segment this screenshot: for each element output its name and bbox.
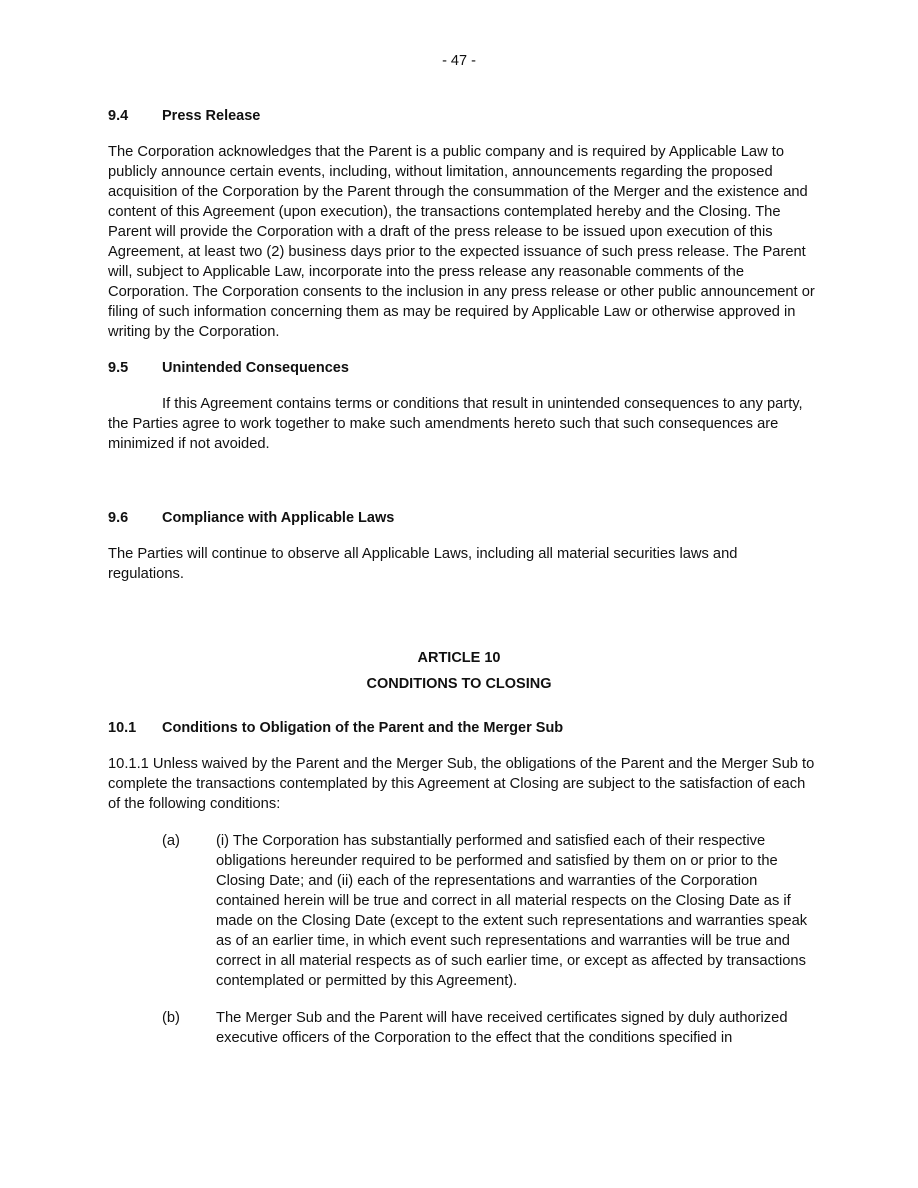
section-number: 9.4 — [108, 108, 129, 124]
article-title: CONDITIONS TO CLOSING — [366, 676, 552, 692]
section-title: Compliance with Applicable Laws — [162, 510, 395, 526]
article-number: ARTICLE 10 — [417, 650, 501, 666]
section-heading-10-1 — [108, 720, 563, 736]
list-item-b — [162, 1008, 822, 1048]
list-item-text: (i) The Corporation has substantially performed and satisfied each of their respective obligations hereunder required to be performed and satisfied by them on or prior to the Closing Date; and (ii) each of the representations and warranties of the Corporation contained herein will be true and correct in all material respects on the Closing Date as if made on the Closing Date (except to the extent such representations and warranties speak as of an earlier time, in which event such representations and warranties will be true and correct in all material respects as of such earlier time, or except as affected by transactions contemplated or permitted by this Agreement). — [216, 833, 808, 989]
section-heading-9-4 — [108, 108, 260, 124]
page-number: - 47 - — [442, 53, 476, 69]
section-title: Unintended Consequences — [162, 360, 349, 376]
section-number: 10.1 — [108, 720, 137, 736]
section-title: Press Release — [162, 108, 261, 124]
section-heading-9-6 — [108, 510, 394, 526]
list-item-label: (a) — [162, 833, 180, 849]
section-title: Conditions to Obligation of the Parent and the Merger Sub — [162, 720, 564, 736]
list-item-a — [162, 831, 822, 991]
section-number: 9.6 — [108, 510, 129, 526]
section-paragraph-9-6: The Parties will continue to observe all Applicable Laws, including all material securities laws and regulations. — [108, 546, 738, 582]
section-paragraph-10-1-1: 10.1.1 Unless waived by the Parent and the Merger Sub, the obligations of the Parent and the Merger Sub to complete the transactions contemplated by this Agreement at Closing are subject to the satisfaction of each of the following conditions: — [108, 756, 815, 812]
list-item-label: (b) — [162, 1010, 180, 1026]
section-paragraph-9-5: If this Agreement contains terms or conditions that result in unintended consequences to any party, the Parties agree to work together to make such amendments hereto such that such consequences are minimized if not avoided. — [108, 396, 803, 452]
section-paragraph-9-4: The Corporation acknowledges that the Parent is a public company and is required by Applicable Law to publicly announce certain events, including, without limitation, announcements regarding the proposed acquisition of the Corporation by the Parent through the consummation of the Merger and the existence and content of this Agreement (upon execution), the transactions contemplated hereby and the Closing. The Parent will provide the Corporation with a draft of the press release to be issued upon execution of this Agreement, at least two (2) business days prior to the expected issuance of such press release. The Parent will, subject to Applicable Law, incorporate into the press release any reasonable comments of the Corporation. The Corporation consents to the inclusion in any press release or other public announcement or filing of such information concerning them as may be required by Applicable Law or otherwise approved in writing by the Corporation. — [108, 144, 815, 340]
list-item-text: The Merger Sub and the Parent will have received certificates signed by duly authorized executive officers of the Corporation to the effect that the conditions specified in — [216, 1010, 788, 1046]
section-heading-9-5 — [108, 360, 349, 376]
section-number: 9.5 — [108, 360, 129, 376]
